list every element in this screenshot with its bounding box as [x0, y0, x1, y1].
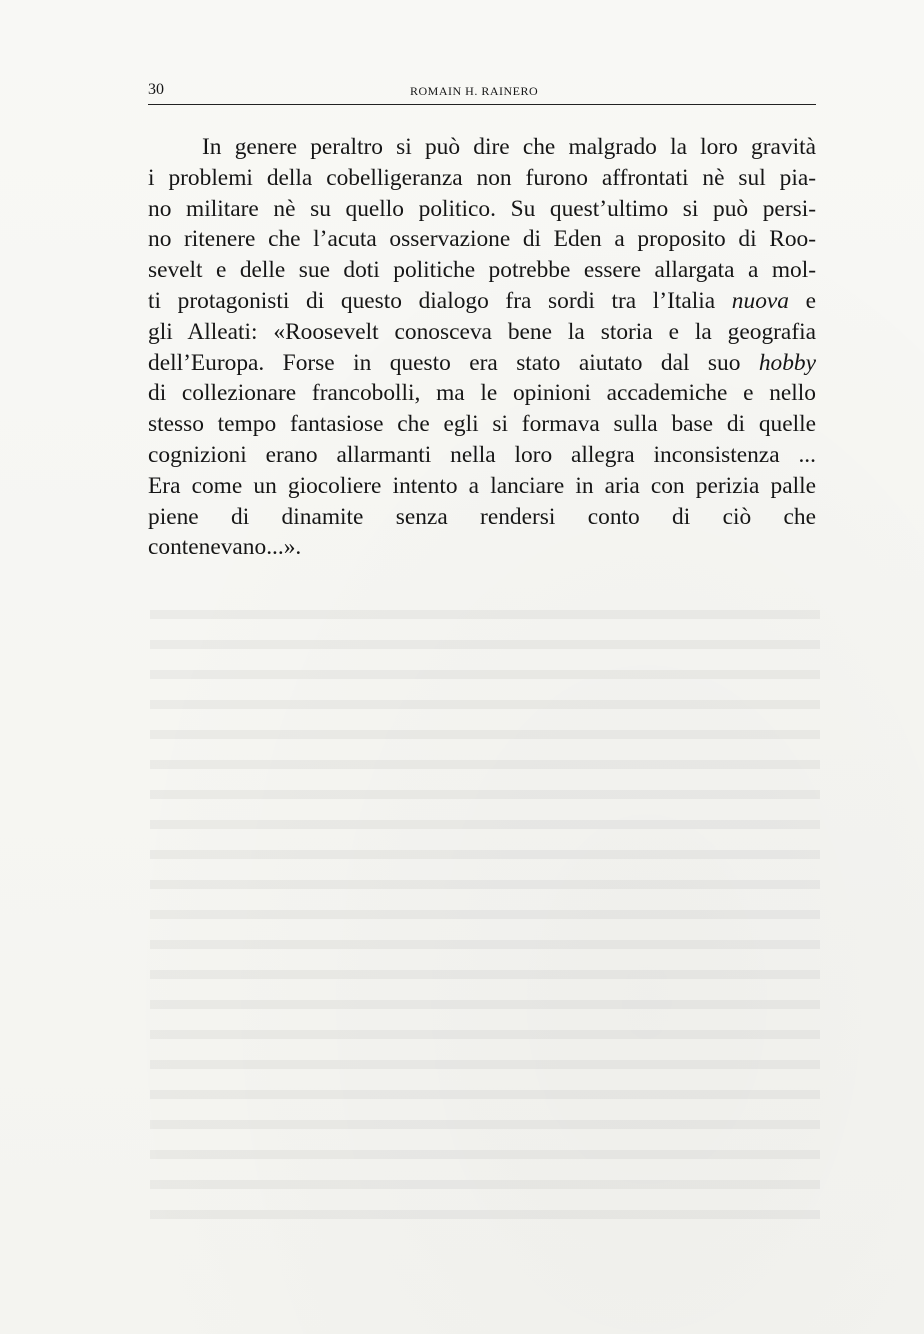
text-line [148, 409, 816, 440]
text-line [148, 348, 816, 379]
text-segment: e [788, 287, 817, 314]
text-line [148, 378, 816, 409]
text-segment: piene di dinamite senza rendersi conto di ciò che [148, 503, 816, 530]
text-line [148, 502, 816, 533]
text-segment: no ritenere che l’acuta osservazione di Eden a proposito di Roo- [148, 226, 816, 253]
text-segment: sevelt e delle sue doti politiche potrebbe essere allargata a mol- [148, 257, 816, 284]
text-line [148, 255, 816, 286]
italic-word: hobby [758, 349, 816, 376]
running-head-author: ROMAIN H. RAINERO [410, 84, 539, 98]
italic-word: nuova [731, 287, 789, 314]
text-line [148, 224, 816, 255]
body-paragraph [148, 132, 816, 563]
text-segment: gli Alleati: «Roosevelt conosceva bene la storia e la geografia [148, 318, 816, 345]
text-line [148, 194, 816, 225]
text-line [148, 532, 816, 563]
text-line [148, 440, 816, 471]
text-segment: dell’Europa. Forse in questo era stato aiutato dal suo [148, 349, 759, 376]
text-segment: no militare nè su quello politico. Su quest’ultimo si può persi- [148, 195, 816, 222]
text-line [148, 163, 816, 194]
text-line [148, 286, 816, 317]
text-line [148, 317, 816, 348]
text-segment: In genere peraltro si può dire che malgrado la loro gravità [202, 134, 816, 160]
text-segment: ti protagonisti di questo dialogo fra sordi tra l’Italia [148, 287, 732, 314]
bleed-through-shadow [150, 580, 820, 1240]
text-segment: stesso tempo fantasiose che egli si formava sulla base di quelle [148, 411, 816, 438]
page-number: 30 [148, 81, 164, 98]
text-segment: di collezionare francobolli, ma le opinioni accademiche e nello [148, 380, 816, 407]
text-segment: contenevano...». [148, 534, 302, 561]
running-header [148, 80, 816, 105]
text-line [148, 132, 816, 163]
text-line [148, 471, 816, 502]
text-segment: i problemi della cobelligeranza non furono affrontati nè sul pia- [148, 164, 816, 191]
text-segment: Era come un giocoliere intento a lanciare in aria con perizia palle [148, 472, 816, 499]
text-segment: cognizioni erano allarmanti nella loro allegra inconsistenza ... [148, 441, 816, 468]
